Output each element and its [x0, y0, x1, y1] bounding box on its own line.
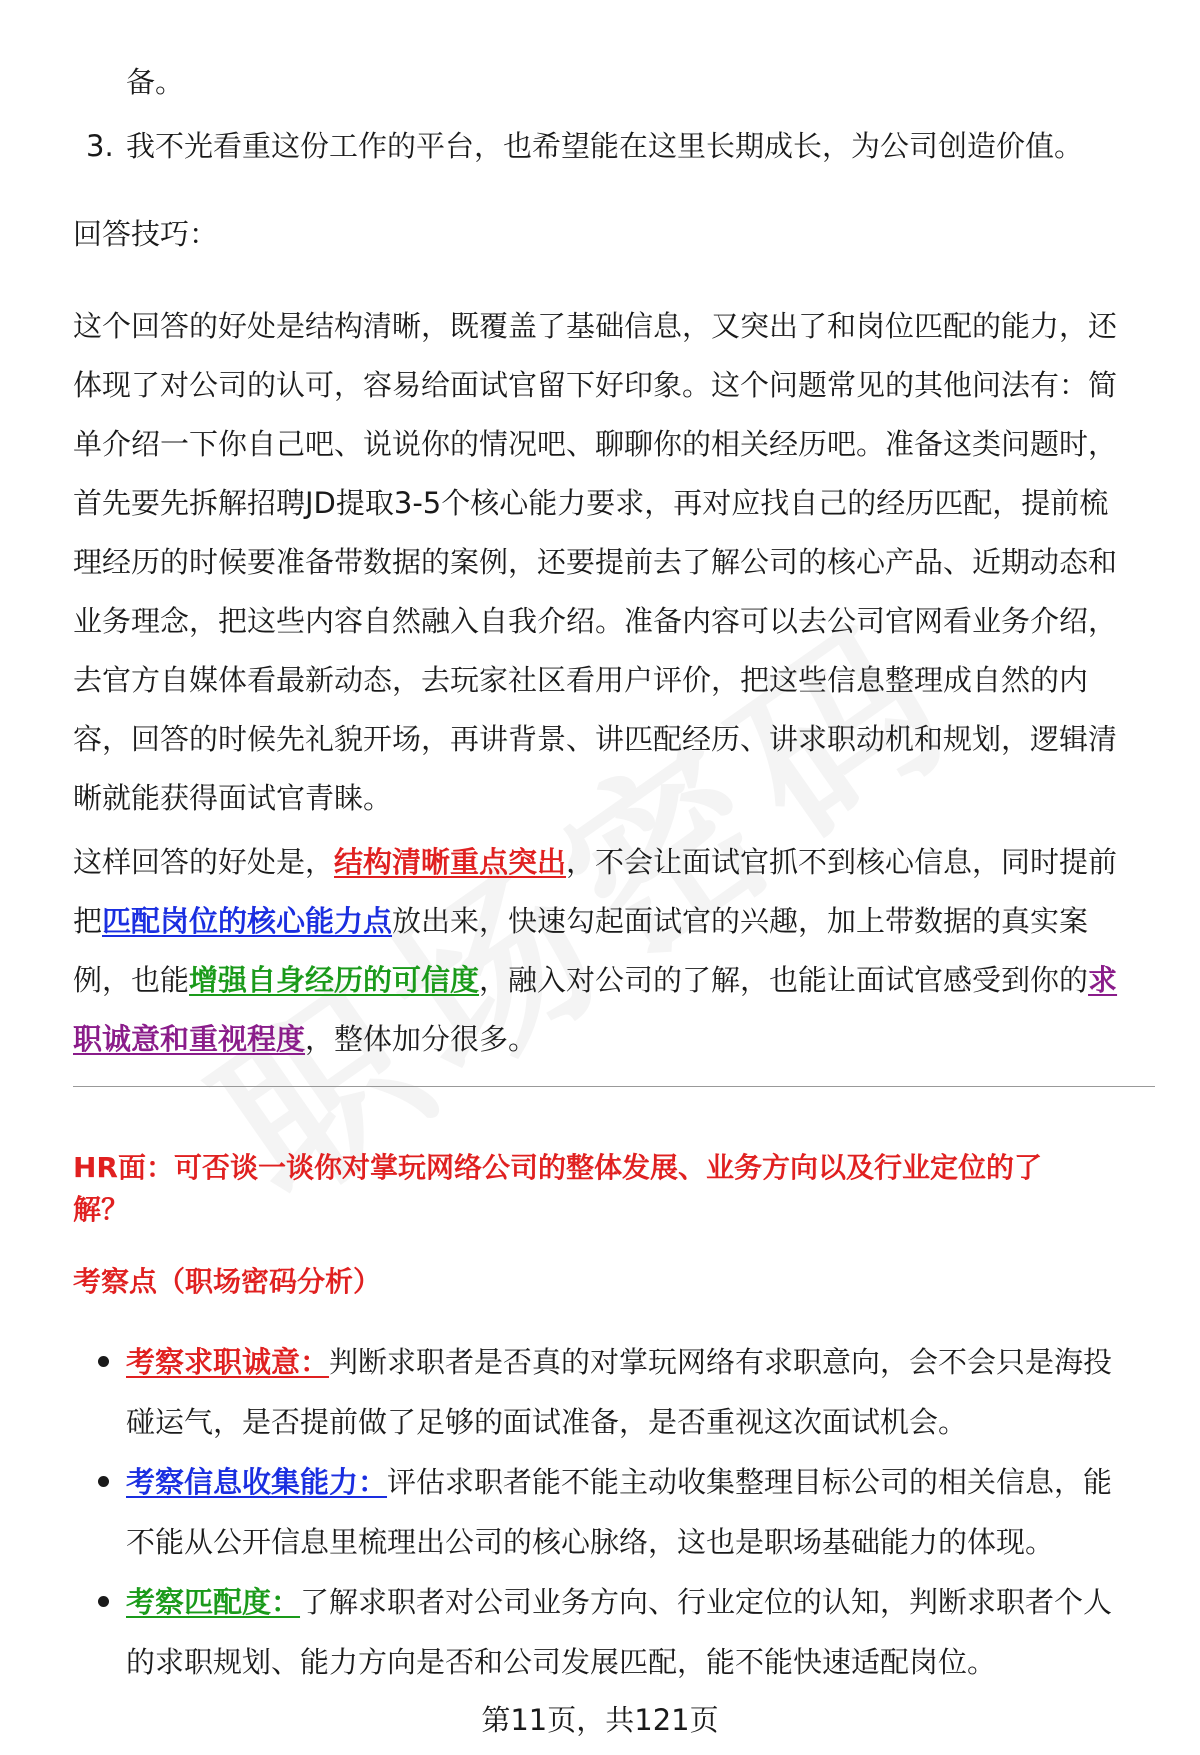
point-1-line-1	[126, 1342, 1112, 1382]
summary-text: ，融入对公司的了解，也能让面试官感受到你的	[479, 963, 1089, 997]
highlight-sincerity-start: 求	[1088, 963, 1118, 997]
bullet-dot	[98, 1596, 109, 1607]
summary-text: ，不会让面试官抓不到核心信息，同时提前	[566, 845, 1118, 879]
tips-line: 单介绍一下你自己吧、说说你的情况吧、聊聊你的相关经历吧。准备这类问题时，	[73, 427, 1118, 461]
point-3-label: 考察匹配度：	[126, 1585, 301, 1619]
summary-line-2	[73, 901, 1088, 941]
tips-line: 业务理念，把这些内容自然融入自我介绍。准备内容可以去公司官网看业务介绍，	[73, 604, 1118, 638]
summary-text: 例，也能	[73, 963, 190, 997]
summary-line-1	[73, 842, 1117, 882]
tips-line: 首先要先拆解招聘JD提取3-5个核心能力要求，再对应找自己的经历匹配，提前梳	[73, 486, 1109, 520]
section-divider	[73, 1086, 1155, 1087]
tips-line: 这个回答的好处是结构清晰，既覆盖了基础信息，又突出了和岗位匹配的能力，还	[73, 309, 1118, 343]
tips-heading: 回答技巧：	[73, 217, 219, 251]
watermark	[158, 544, 1003, 1249]
bullet-dot	[98, 1476, 109, 1487]
point-1-line-2: 碰运气，是否提前做了足够的面试准备，是否重视这次面试机会。	[126, 1405, 968, 1439]
tips-line: 理经历的时候要准备带数据的案例，还要提前去了解公司的核心产品、近期动态和	[73, 545, 1118, 579]
list-item-3-text: 我不光看重这份工作的平台，也希望能在这里长期成长，为公司创造价值。	[126, 129, 1084, 163]
list-item-2-tail: 备。	[126, 65, 185, 99]
page-number: 第11页，共121页	[481, 1703, 719, 1737]
question-title-line-1: HR面：可否谈一谈你对掌玩网络公司的整体发展、业务方向以及行业定位的了	[73, 1151, 1042, 1184]
question-title-line-2: 解？	[73, 1193, 130, 1226]
summary-text: 这样回答的好处是，	[73, 845, 335, 879]
point-2-text: 评估求职者能不能主动收集整理目标公司的相关信息，能	[387, 1465, 1113, 1499]
point-3-line-2: 的求职规划、能力方向是否和公司发展匹配，能不能快速适配岗位。	[126, 1645, 997, 1679]
point-2-label: 考察信息收集能力：	[126, 1465, 388, 1499]
point-3-text: 了解求职者对公司业务方向、行业定位的认知，判断求职者个人	[300, 1585, 1113, 1619]
point-3-line-1	[126, 1582, 1112, 1622]
highlight-core-abilities: 匹配岗位的核心能力点	[102, 904, 393, 938]
summary-text: ，整体加分很多。	[305, 1022, 538, 1056]
tips-line: 容，回答的时候先礼貌开场，再讲背景、讲匹配经历、讲求职动机和规划，逻辑清	[73, 722, 1118, 756]
highlight-sincerity: 职诚意和重视程度	[73, 1022, 306, 1056]
point-1-text: 判断求职者是否真的对掌玩网络有求职意向，会不会只是海投	[329, 1345, 1113, 1379]
tips-line: 去官方自媒体看最新动态，去玩家社区看用户评价，把这些信息整理成自然的内	[73, 663, 1089, 697]
summary-line-3	[73, 960, 1117, 1000]
highlight-credibility: 增强自身经历的可信度	[189, 963, 480, 997]
tips-line: 体现了对公司的认可，容易给面试官留下好印象。这个问题常见的其他问法有：简	[73, 368, 1118, 402]
summary-text: 放出来，快速勾起面试官的兴趣，加上带数据的真实案	[392, 904, 1089, 938]
bullet-dot	[98, 1356, 109, 1367]
list-item-3-number: 3.	[86, 129, 114, 163]
point-2-line-1	[126, 1462, 1112, 1502]
points-heading: 考察点（职场密码分析）	[73, 1265, 382, 1298]
point-2-line-2: 不能从公开信息里梳理出公司的核心脉络，这也是职场基础能力的体现。	[126, 1525, 1055, 1559]
tips-line: 晰就能获得面试官青睐。	[73, 781, 393, 815]
highlight-structure-clear: 结构清晰重点突出	[334, 845, 567, 879]
summary-text: 把	[73, 904, 103, 938]
summary-line-4	[73, 1019, 537, 1059]
point-1-label: 考察求职诚意：	[126, 1345, 330, 1379]
